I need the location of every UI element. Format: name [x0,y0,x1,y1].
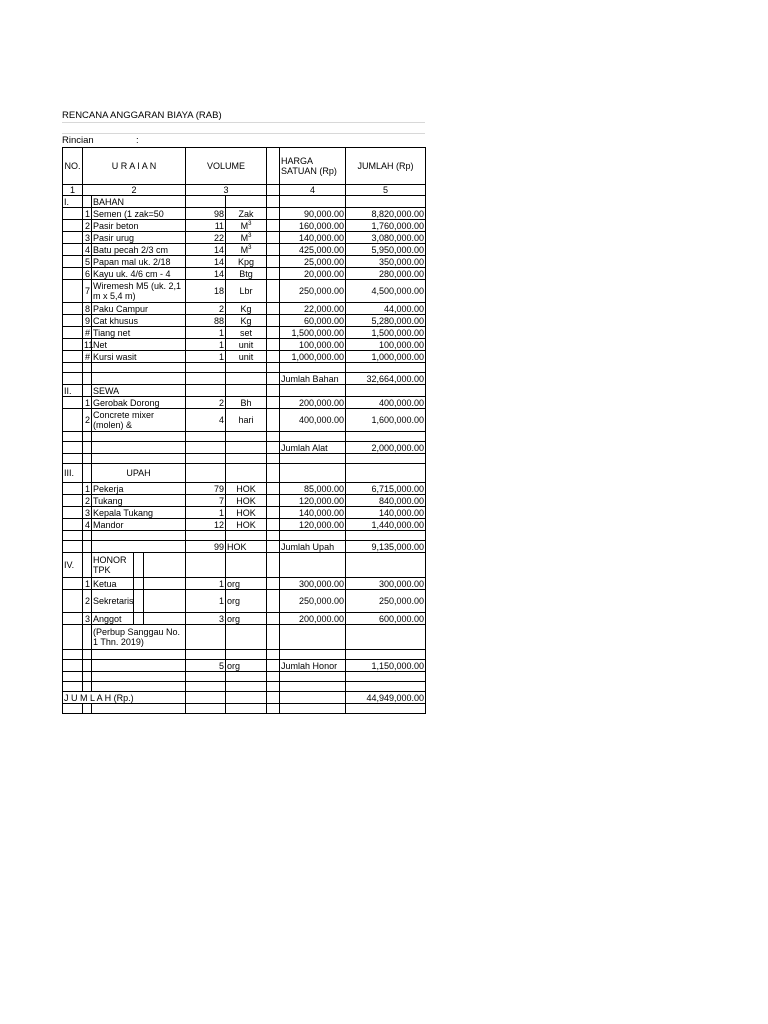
col-number: 4 [280,185,346,196]
item-name: Kepala Tukang [92,507,186,519]
spacer-row [63,672,426,682]
item-total: 8,820,000.00 [346,208,426,220]
table-row [63,339,426,351]
item-name: Pasir beton [92,220,186,232]
item-price: 1,500,000.00 [280,327,346,339]
section-title: SEWA [92,385,186,397]
section-no: I. [63,196,83,208]
section-header-row [63,196,426,208]
item-price: 200,000.00 [280,613,346,625]
item-unit: unit [226,351,267,363]
subtotal-row [63,541,426,553]
item-price: 400,000.00 [280,409,346,432]
subtotal-label: Jumlah Alat [280,442,346,454]
item-no: 5 [83,256,92,268]
item-unit: $M^3$ [226,244,267,256]
header-harga: HARGA SATUAN (Rp) [280,148,346,185]
item-total: 3,080,000.00 [346,232,426,244]
blank-row [62,123,425,134]
subtotal-qty: 5 [186,660,226,672]
rab-table [62,147,426,714]
subtotal-value: 1,150,000.00 [346,660,426,672]
item-price: 120,000.00 [280,495,346,507]
item-price: 100,000.00 [280,339,346,351]
col-number: 3 [186,185,267,196]
section-no: IV. [63,553,83,578]
item-qty: 18 [186,280,226,303]
item-unit: HOK [226,507,267,519]
subtotal-row [63,373,426,385]
grand-total-row [63,692,426,704]
item-unit: HOK [226,495,267,507]
item-unit: Kpg [226,256,267,268]
item-qty: 1 [186,327,226,339]
item-qty: 1 [186,578,226,590]
item-unit: Lbr [226,280,267,303]
title-row [62,108,425,123]
subtotal-qty: 99 [186,541,226,553]
item-no: 1 [83,208,92,220]
item-total: 600,000.00 [346,613,426,625]
item-price: 160,000.00 [280,220,346,232]
col-number: 2 [83,185,186,196]
item-price: 85,000.00 [280,483,346,495]
item-name: Papan mal uk. 2/18 [92,256,186,268]
item-unit: $M^3$ [226,232,267,244]
item-price: 250,000.00 [280,280,346,303]
item-total: 140,000.00 [346,507,426,519]
item-total: 1,500,000.00 [346,327,426,339]
spacer-row [63,682,426,692]
subtotal-value: 9,135,000.00 [346,541,426,553]
item-price: 140,000.00 [280,232,346,244]
item-name: Batu pecah 2/3 cm [92,244,186,256]
section-header-row [63,553,426,578]
table-row [63,232,426,244]
item-name: Ketua [92,578,134,590]
table-row [63,409,426,432]
item-qty: 3 [186,613,226,625]
item-price: 250,000.00 [280,590,346,613]
subtotal-value: 32,664,000.00 [346,373,426,385]
item-qty: 14 [186,244,226,256]
item-price: 200,000.00 [280,397,346,409]
spreadsheet [62,108,425,714]
item-no: 2 [83,495,92,507]
subtotal-row [63,442,426,454]
section-title: UPAH [92,464,186,483]
item-no: 1 [83,397,92,409]
spacer-row [63,704,426,714]
item-total: 1,440,000.00 [346,519,426,531]
item-name: Tiang net [92,327,186,339]
item-price: 300,000.00 [280,578,346,590]
column-number-row [63,185,426,196]
item-no: 8 [83,303,92,315]
item-name: Cat khusus [92,315,186,327]
item-qty: 7 [186,495,226,507]
item-no: 9 [83,315,92,327]
rincian-row [62,134,425,147]
table-row [63,590,426,613]
table-row [63,483,426,495]
item-price: 140,000.00 [280,507,346,519]
subtotal-label: Jumlah Honor [280,660,346,672]
item-total: 1,760,000.00 [346,220,426,232]
item-total: 280,000.00 [346,268,426,280]
item-name: Anggot [92,613,134,625]
table-row [63,578,426,590]
item-total: 1,000,000.00 [346,351,426,363]
table-row [63,507,426,519]
section-title: BAHAN [92,196,186,208]
item-no: 1 [83,578,92,590]
section-header-row [63,464,426,483]
item-unit: org [226,578,267,590]
col-number: 1 [63,185,83,196]
item-name: Pekerja [92,483,186,495]
item-total: 250,000.00 [346,590,426,613]
grand-total-value: 44,949,000.00 [346,692,426,704]
item-no: 2 [83,220,92,232]
item-unit: $M^3$ [226,220,267,232]
subtotal-row [63,660,426,672]
item-name: Pasir urug [92,232,186,244]
table-row [63,268,426,280]
item-name: Sekretaris [92,590,134,613]
table-row [63,397,426,409]
table-row [63,208,426,220]
header-uraian: U R A I A N [83,148,186,185]
item-no: 3 [83,232,92,244]
item-unit: Kg [226,303,267,315]
item-unit: unit [226,339,267,351]
item-no: 7 [83,280,92,303]
table-row [63,519,426,531]
item-total: 300,000.00 [346,578,426,590]
item-total: 100,000.00 [346,339,426,351]
table-row [63,256,426,268]
section-title: HONOR TPK [92,553,134,578]
item-price: 1,000,000.00 [280,351,346,363]
table-row [63,244,426,256]
item-no: 11 [84,339,94,350]
note-row [63,625,426,650]
item-unit: org [226,613,267,625]
table-row [63,303,426,315]
item-total: 5,280,000.00 [346,315,426,327]
spacer-row [63,650,426,660]
item-qty: 1 [186,590,226,613]
item-no: 2 [83,590,92,613]
item-no: # [83,351,92,363]
item-price: 20,000.00 [280,268,346,280]
item-no: 4 [83,519,92,531]
table-row [63,351,426,363]
col-number: 5 [346,185,426,196]
item-unit: Kg [226,315,267,327]
item-unit: set [226,327,267,339]
subtotal-unit: org [226,660,267,672]
item-name: Paku Campur [92,303,186,315]
item-qty: 88 [186,315,226,327]
item-no: 2 [83,409,92,432]
item-name: Mandor [92,519,186,531]
item-qty: 79 [186,483,226,495]
subtotal-unit: HOK [226,541,267,553]
spacer-row [63,454,426,464]
subtotal-label: Jumlah Bahan [280,373,346,385]
header-jumlah: JUMLAH (Rp) [346,148,426,185]
item-name: Net [92,339,186,351]
honor-note: (Perbup Sanggau No. 1 Thn. 2019) [92,625,186,650]
item-total: 840,000.00 [346,495,426,507]
item-no: 4 [83,244,92,256]
item-no: 3 [83,613,92,625]
item-price: 25,000.00 [280,256,346,268]
item-price: 120,000.00 [280,519,346,531]
item-price: 90,000.00 [280,208,346,220]
section-header-row [63,385,426,397]
item-total: 4,500,000.00 [346,280,426,303]
item-no: 3 [83,507,92,519]
item-total: 400,000.00 [346,397,426,409]
section-no: II. [63,385,83,397]
item-unit: Zak [226,208,267,220]
item-no: 6 [83,268,92,280]
grand-total-label: J U M L A H (Rp.) [63,692,186,704]
header-volume: VOLUME [186,148,267,185]
subtotal-value: 2,000,000.00 [346,442,426,454]
table-row [63,315,426,327]
item-name: Gerobak Dorong [92,397,186,409]
item-unit: Bh [226,397,267,409]
item-name: Semen (1 zak=50 [92,208,186,220]
item-qty: 14 [186,268,226,280]
item-unit: hari [226,409,267,432]
item-total: 350,000.00 [346,256,426,268]
item-unit: Btg [226,268,267,280]
item-qty: 2 [186,303,226,315]
header-row [63,148,426,185]
item-price: 60,000.00 [280,315,346,327]
spacer-row [63,363,426,373]
table-row [63,613,426,625]
spacer-row [63,432,426,442]
table-row [63,327,426,339]
header-no: NO. [63,148,83,185]
table-row [63,220,426,232]
item-qty: 98 [186,208,226,220]
item-price: 22,000.00 [280,303,346,315]
table-row [63,495,426,507]
item-name: Tukang [92,495,186,507]
spacer-row [63,531,426,541]
item-name: Wiremesh M5 (uk. 2,1 m x 5,4 m) [92,280,186,303]
item-qty: 2 [186,397,226,409]
item-price: 425,000.00 [280,244,346,256]
item-qty: 4 [186,409,226,432]
item-no: # [83,327,92,339]
section-no: III. [63,464,83,483]
item-name: Kayu uk. 4/6 cm - 4 [92,268,186,280]
item-unit: HOK [226,483,267,495]
document-title: RENCANA ANGGARAN BIAYA (RAB) [62,110,222,121]
rincian-label: Rincian [62,135,94,146]
rincian-colon: : [136,135,139,146]
item-name: Kursi wasit [92,351,186,363]
item-qty: 14 [186,256,226,268]
item-qty: 1 [186,351,226,363]
item-total: 1,600,000.00 [346,409,426,432]
item-qty: 1 [186,507,226,519]
item-total: 44,000.00 [346,303,426,315]
subtotal-label: Jumlah Upah [280,541,346,553]
item-qty: 11 [186,220,226,232]
item-total: 5,950,000.00 [346,244,426,256]
item-unit: org [226,590,267,613]
item-no: 1 [83,483,92,495]
table-row [63,280,426,303]
item-total: 6,715,000.00 [346,483,426,495]
item-qty: 12 [186,519,226,531]
item-qty: 22 [186,232,226,244]
item-qty: 1 [186,339,226,351]
item-name: Concrete mixer (molen) & [92,409,186,432]
item-unit: HOK [226,519,267,531]
